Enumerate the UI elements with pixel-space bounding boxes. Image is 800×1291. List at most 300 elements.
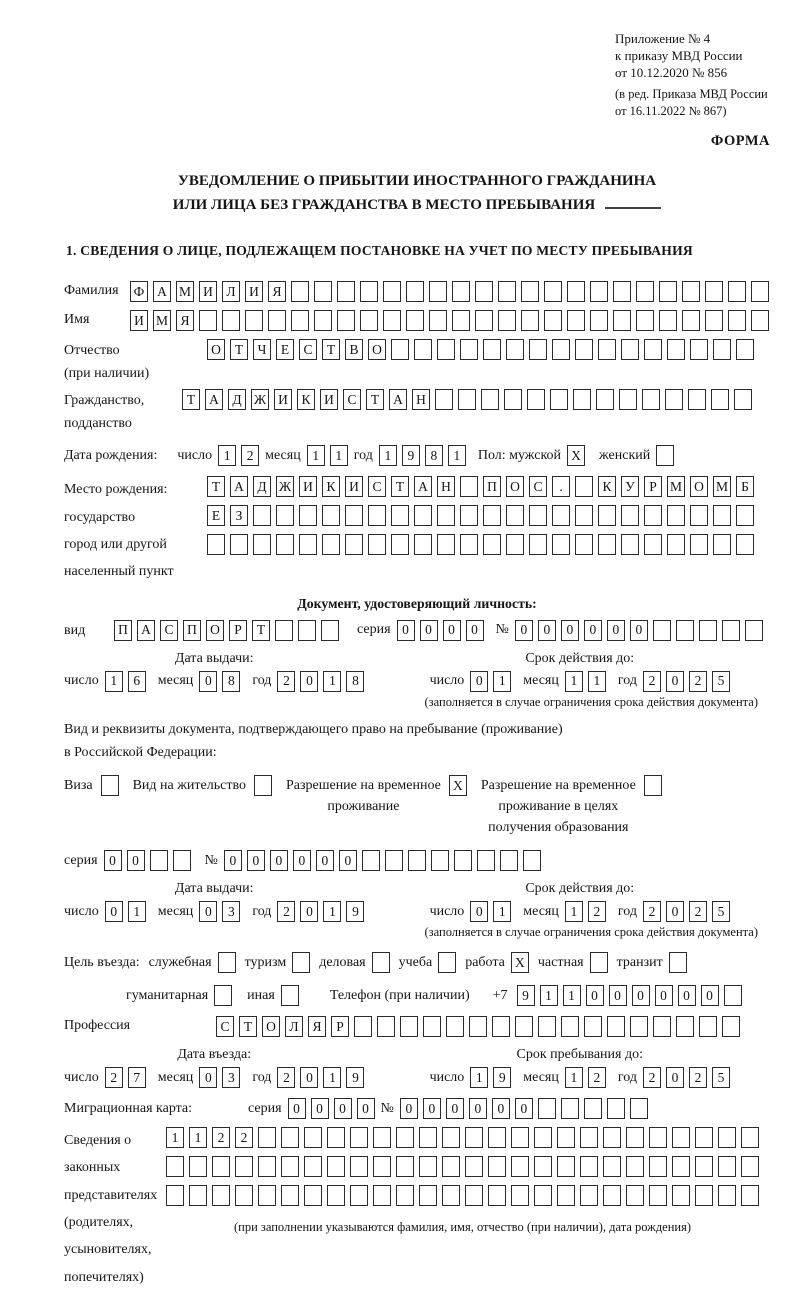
form-cell: [644, 339, 662, 360]
form-cell: [253, 505, 271, 526]
date-group-row: [64, 671, 364, 692]
form-cell: [695, 1156, 713, 1177]
form-cell: .: [552, 476, 570, 497]
form-cell: 0: [655, 985, 673, 1006]
residence-options-row: [64, 775, 770, 838]
residence-number-cells: [224, 850, 541, 871]
date-group-title: Срок пребывания до:: [516, 1047, 643, 1063]
form-cell: [304, 1185, 322, 1206]
residence-option-rvp-education: Разрешение на временное проживание в целях получения образования: [481, 775, 662, 838]
form-cell: [372, 952, 390, 973]
purpose-option-study: учеба: [399, 952, 457, 973]
date-group-row: [64, 1067, 364, 1088]
profession-cells: [216, 1016, 740, 1037]
form-cell: [337, 281, 355, 302]
form-cell: 0: [701, 985, 719, 1006]
rvp-education-checkbox: [644, 775, 662, 796]
date-part-label: год: [252, 1069, 272, 1085]
form-cell: 1: [493, 901, 511, 922]
form-cell: П: [483, 476, 501, 497]
edition-line: от 16.11.2022 № 867): [615, 103, 727, 118]
form-cell: [327, 1185, 345, 1206]
form-cell: [419, 1127, 437, 1148]
form-cell: Ч: [253, 339, 271, 360]
form-cell: [736, 339, 754, 360]
form-cell: [728, 281, 746, 302]
form-cell: 2: [235, 1127, 253, 1148]
form-cell: [552, 339, 570, 360]
identity-doc-dates: [64, 651, 770, 692]
form-cell: К: [598, 476, 616, 497]
form-cell: [498, 281, 516, 302]
entry-date-group: [64, 1047, 364, 1088]
form-cell: [667, 534, 685, 555]
date-part-label: число: [429, 1069, 465, 1085]
form-cell: [649, 1127, 667, 1148]
form-cell: [529, 339, 547, 360]
form-cell: [751, 281, 769, 302]
representatives-label: Сведения о законных представителях (родителях, усыновителях, попечителях): [64, 1133, 158, 1285]
form-cell: [506, 339, 524, 360]
form-cell: 0: [300, 1067, 318, 1088]
form-cell: 9: [346, 1067, 364, 1088]
form-cell: 9: [402, 445, 420, 466]
surname-cells: [130, 281, 769, 302]
edition-line: (в ред. Приказа МВД России: [615, 87, 768, 102]
form-cell: [500, 850, 518, 871]
form-cell: 0: [470, 671, 488, 692]
form-cell: 1: [448, 445, 466, 466]
form-cell: 1: [189, 1127, 207, 1148]
form-cell: Н: [437, 476, 455, 497]
citizenship-cells: [182, 389, 752, 410]
birth-place-cells-row3: [207, 534, 754, 555]
day-label: число: [177, 447, 213, 463]
form-cell: [580, 1127, 598, 1148]
purpose-option-tourism: туризм: [245, 952, 311, 973]
form-cell: 1: [323, 1067, 341, 1088]
form-cell: 0: [561, 620, 579, 641]
form-cell: Е: [207, 505, 225, 526]
migration-card-row: [64, 1098, 770, 1119]
form-cell: 0: [300, 671, 318, 692]
date-part-label: год: [617, 673, 637, 689]
date-part-label: месяц: [523, 673, 559, 689]
sex-male-checkbox: [567, 445, 585, 466]
form-cell: [299, 505, 317, 526]
form-cell: 0: [293, 850, 311, 871]
form-cell: [442, 1156, 460, 1177]
purpose-option-private: частная: [538, 952, 608, 973]
form-cell: К: [297, 389, 315, 410]
purpose-option-transit: транзит: [617, 952, 687, 973]
form-cell: [598, 534, 616, 555]
form-cell: Д: [228, 389, 246, 410]
form-cell: И: [345, 476, 363, 497]
form-cell: [504, 389, 522, 410]
form-cell: [298, 620, 316, 641]
tourism-checkbox: [292, 952, 310, 973]
transit-checkbox: [669, 952, 687, 973]
form-cell: [322, 534, 340, 555]
form-cell: [636, 310, 654, 331]
date-part-cells: [470, 671, 511, 692]
form-cell: [437, 339, 455, 360]
form-cell: [667, 339, 685, 360]
form-cell: 2: [689, 671, 707, 692]
form-cell: [460, 505, 478, 526]
migration-card-label: Миграционная карта:: [64, 1100, 193, 1116]
form-cell: [584, 1016, 602, 1037]
date-part-cells: [277, 901, 364, 922]
form-cell: [515, 1016, 533, 1037]
form-cell: [575, 534, 593, 555]
birth-date-label: Дата рождения:: [64, 447, 158, 463]
form-cell: [373, 1156, 391, 1177]
form-cell: [275, 620, 293, 641]
form-cell: 1: [493, 671, 511, 692]
patronymic-cells: [207, 339, 754, 360]
other-checkbox: [281, 985, 299, 1006]
form-cell: Л: [222, 281, 240, 302]
form-cell: X: [567, 445, 585, 466]
form-cell: [598, 505, 616, 526]
patronymic-label: Отчество (при наличии): [64, 342, 150, 382]
form-cell: [460, 476, 478, 497]
form-cell: Т: [252, 620, 270, 641]
form-cell: И: [320, 389, 338, 410]
private-checkbox: [590, 952, 608, 973]
form-cell: 1: [128, 901, 146, 922]
form-cell: [189, 1185, 207, 1206]
form-cell: 2: [277, 901, 295, 922]
form-cell: 2: [277, 671, 295, 692]
form-cell: 0: [446, 1098, 464, 1119]
form-label: ФОРМА: [710, 133, 770, 150]
phone-cells: [517, 985, 742, 1006]
form-cell: [281, 1185, 299, 1206]
date-group-row: [64, 901, 364, 922]
form-cell: [741, 1185, 759, 1206]
form-cell: [534, 1156, 552, 1177]
form-cell: 5: [712, 671, 730, 692]
form-cell: [649, 1185, 667, 1206]
form-cell: 9: [346, 901, 364, 922]
form-cell: [350, 1127, 368, 1148]
form-cell: [258, 1185, 276, 1206]
birth-year-cells: [379, 445, 466, 466]
form-cell: [728, 310, 746, 331]
form-cell: 0: [357, 1098, 375, 1119]
form-cell: [552, 534, 570, 555]
form-cell: [465, 1185, 483, 1206]
form-cell: [722, 1016, 740, 1037]
patronymic-row: [64, 339, 770, 385]
form-cell: 0: [584, 620, 602, 641]
form-cell: 5: [712, 1067, 730, 1088]
form-cell: [699, 1016, 717, 1037]
migration-number-label: №: [380, 1100, 394, 1116]
date-part-label: год: [252, 903, 272, 919]
form-cell: М: [667, 476, 685, 497]
form-cell: [400, 1016, 418, 1037]
form-cell: [408, 850, 426, 871]
form-cell: [235, 1185, 253, 1206]
phone-label: Телефон (при наличии): [329, 987, 470, 1003]
form-cell: [644, 775, 662, 796]
date-part-label: месяц: [523, 1069, 559, 1085]
form-cell: [465, 1156, 483, 1177]
form-cell: [150, 850, 168, 871]
form-cell: [669, 952, 687, 973]
form-cell: Р: [331, 1016, 349, 1037]
form-cell: М: [176, 281, 194, 302]
date-part-cells: [199, 901, 240, 922]
form-cell: 0: [127, 850, 145, 871]
form-cell: 9: [493, 1067, 511, 1088]
form-cell: [659, 281, 677, 302]
date-group-title: Дата выдачи:: [174, 881, 254, 897]
form-cell: [291, 310, 309, 331]
form-cell: [437, 505, 455, 526]
form-cell: [734, 389, 752, 410]
date-part-label: год: [617, 1069, 637, 1085]
stay-until-date-group: [430, 1047, 730, 1088]
form-cell: [254, 775, 272, 796]
form-cell: [705, 281, 723, 302]
form-cell: Т: [391, 476, 409, 497]
date-part-label: год: [252, 673, 272, 689]
form-cell: 6: [128, 671, 146, 692]
form-cell: [368, 505, 386, 526]
date-part-cells: [565, 1067, 606, 1088]
date-part-label: месяц: [157, 673, 194, 689]
form-cell: [322, 505, 340, 526]
form-cell: 2: [212, 1127, 230, 1148]
form-cell: [682, 281, 700, 302]
form-cell: И: [299, 476, 317, 497]
form-cell: [437, 534, 455, 555]
form-cell: [621, 339, 639, 360]
form-cell: Я: [176, 310, 194, 331]
date-part-label: число: [429, 673, 465, 689]
birth-day-cells: [218, 445, 259, 466]
annex-line: Приложение № 4: [615, 31, 711, 46]
study-checkbox: [438, 952, 456, 973]
form-cell: 0: [288, 1098, 306, 1119]
form-cell: [718, 1127, 736, 1148]
date-group-title: Дата въезда:: [177, 1047, 252, 1063]
form-cell: [429, 310, 447, 331]
form-cell: [446, 1016, 464, 1037]
form-cell: [626, 1156, 644, 1177]
form-cell: [212, 1185, 230, 1206]
form-cell: Т: [239, 1016, 257, 1037]
birth-date-row: [64, 445, 770, 466]
form-cell: Б: [736, 476, 754, 497]
form-title-line2: ИЛИ ЛИЦА БЕЗ ГРАЖДАНСТВА В МЕСТО ПРЕБЫВАНИЯ: [172, 196, 596, 213]
residence-series-row: [64, 850, 770, 871]
form-cell: 0: [630, 620, 648, 641]
form-cell: [561, 1098, 579, 1119]
form-cell: [575, 339, 593, 360]
purpose-option-official: служебная: [149, 952, 236, 973]
form-cell: [314, 310, 332, 331]
form-cell: [396, 1156, 414, 1177]
purpose-option-work: работа X: [465, 952, 529, 973]
form-cell: [567, 310, 585, 331]
form-cell: [656, 445, 674, 466]
form-cell: И: [274, 389, 292, 410]
form-cell: [291, 281, 309, 302]
form-cell: [327, 1156, 345, 1177]
form-cell: [718, 1156, 736, 1177]
form-cell: 2: [241, 445, 259, 466]
form-cell: [607, 1098, 625, 1119]
birth-place-cells-row2: [207, 505, 754, 526]
residence-series-label: серия: [64, 852, 98, 868]
form-cell: [590, 310, 608, 331]
rvp-checkbox: [449, 775, 467, 796]
form-cell: [672, 1156, 690, 1177]
form-cell: 0: [300, 901, 318, 922]
form-cell: [534, 1185, 552, 1206]
residence-doc-intro: [64, 718, 770, 766]
identity-doc-heading: Документ, удостоверяющий личность:: [297, 595, 537, 611]
form-cell: 0: [420, 620, 438, 641]
form-cell: [258, 1127, 276, 1148]
date-part-label: число: [64, 903, 99, 919]
form-cell: [736, 505, 754, 526]
form-cell: [619, 389, 637, 410]
form-cell: [580, 1185, 598, 1206]
representatives-cells-row2: [166, 1156, 759, 1177]
form-cell: [299, 534, 317, 555]
form-cell: [276, 534, 294, 555]
date-group-title: Дата выдачи:: [174, 650, 254, 666]
form-cell: [527, 389, 545, 410]
form-cell: О: [207, 339, 225, 360]
representatives-row: [64, 1127, 770, 1291]
form-cell: [713, 505, 731, 526]
form-cell: [745, 620, 763, 641]
form-cell: [676, 620, 694, 641]
date-part-cells: [565, 901, 606, 922]
form-cell: 2: [277, 1067, 295, 1088]
form-cell: 2: [689, 1067, 707, 1088]
birth-place-grid: [207, 476, 754, 555]
form-cell: [429, 281, 447, 302]
form-cell: 0: [199, 901, 217, 922]
form-cell: П: [183, 620, 201, 641]
form-cell: 2: [643, 1067, 661, 1088]
form-cell: 5: [712, 901, 730, 922]
form-cell: [477, 850, 495, 871]
form-cell: [396, 1127, 414, 1148]
date-part-label: месяц: [523, 903, 559, 919]
doc-series-cells: [397, 620, 484, 641]
form-cell: О: [262, 1016, 280, 1037]
form-cell: О: [206, 620, 224, 641]
form-cell: А: [389, 389, 407, 410]
form-cell: [722, 620, 740, 641]
form-cell: 1: [470, 1067, 488, 1088]
form-cell: [713, 534, 731, 555]
form-cell: [705, 310, 723, 331]
form-cell: 8: [346, 671, 364, 692]
form-cell: 0: [678, 985, 696, 1006]
date-part-label: месяц: [157, 903, 194, 919]
form-cell: [354, 1016, 372, 1037]
form-cell: [222, 310, 240, 331]
form-cell: [557, 1185, 575, 1206]
form-cell: 1: [166, 1127, 184, 1148]
form-cell: [199, 310, 217, 331]
form-cell: [603, 1127, 621, 1148]
residence-option-rvp: Разрешение на временное проживание X: [286, 775, 467, 817]
form-cell: [567, 281, 585, 302]
form-cell: 0: [400, 1098, 418, 1119]
surname-label: Фамилия: [64, 282, 119, 298]
form-cell: [603, 1156, 621, 1177]
residence-option-visa: Виза: [64, 775, 119, 796]
form-cell: [736, 534, 754, 555]
doc-type-label: вид: [64, 623, 86, 639]
form-cell: [621, 505, 639, 526]
form-cell: 0: [311, 1098, 329, 1119]
form-cell: 1: [330, 445, 348, 466]
migration-series-label: серия: [248, 1100, 282, 1116]
form-cell: [350, 1185, 368, 1206]
form-cell: [718, 1185, 736, 1206]
form-cell: Д: [253, 476, 271, 497]
form-cell: О: [506, 476, 524, 497]
form-cell: 8: [222, 671, 240, 692]
profession-row: [64, 1016, 770, 1037]
form-cell: А: [205, 389, 223, 410]
form-cell: Е: [276, 339, 294, 360]
form-cell: [575, 476, 593, 497]
representatives-grid: [166, 1127, 759, 1235]
sex-female-label: женский: [599, 447, 651, 463]
form-cell: [345, 534, 363, 555]
form-cell: [101, 775, 119, 796]
form-cell: [173, 850, 191, 871]
form-cell: Т: [207, 476, 225, 497]
form-cell: [653, 1016, 671, 1037]
form-cell: 0: [666, 901, 684, 922]
form-cell: [653, 620, 671, 641]
form-cell: X: [511, 952, 529, 973]
form-cell: [406, 310, 424, 331]
form-cell: [166, 1185, 184, 1206]
form-cell: [391, 534, 409, 555]
form-cell: [511, 1127, 529, 1148]
date-part-label: месяц: [157, 1069, 194, 1085]
form-cell: 1: [323, 671, 341, 692]
form-cell: [276, 505, 294, 526]
form-cell: М: [153, 310, 171, 331]
form-cell: X: [449, 775, 467, 796]
date-part-label: число: [64, 673, 99, 689]
date-part-cells: [643, 1067, 730, 1088]
form-cell: К: [322, 476, 340, 497]
form-cell: 0: [316, 850, 334, 871]
form-cell: 1: [563, 985, 581, 1006]
form-cell: 0: [443, 620, 461, 641]
form-cell: [550, 389, 568, 410]
residence-issue-date-group: [64, 881, 364, 922]
